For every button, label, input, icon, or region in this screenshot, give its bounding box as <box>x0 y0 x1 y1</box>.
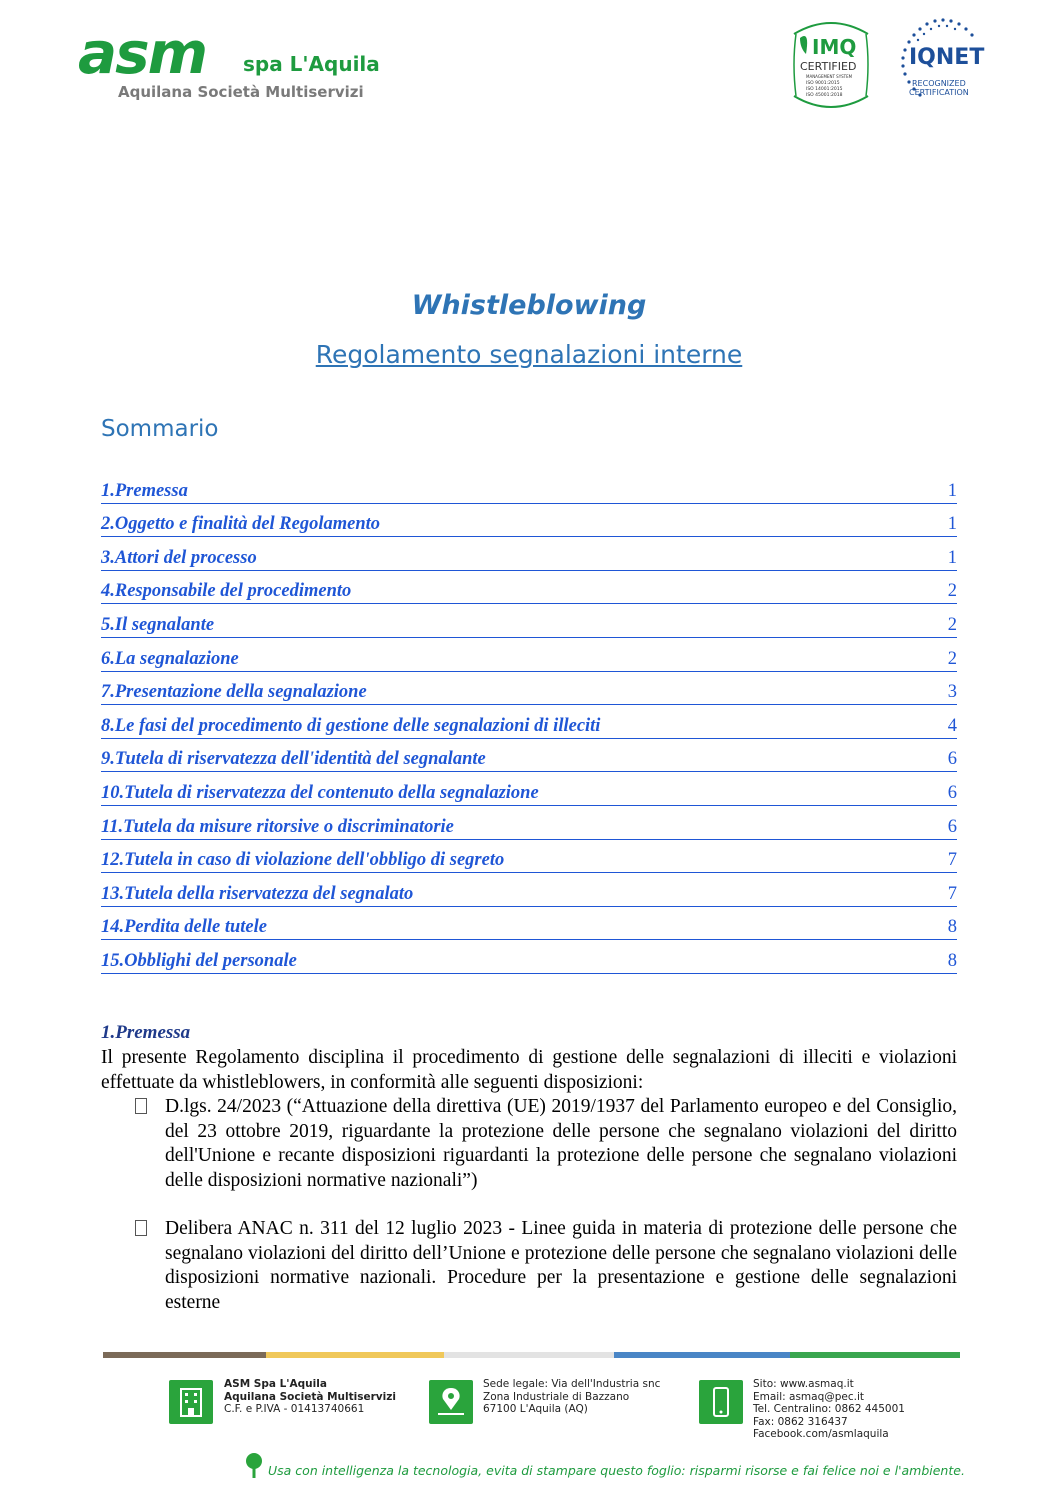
toc-item[interactable] <box>101 739 957 773</box>
footer-bar-4 <box>614 1352 790 1358</box>
toc-item[interactable] <box>101 638 957 672</box>
asm-logo: asm <box>78 19 207 87</box>
toc-item-page[interactable]: 6 <box>947 816 957 837</box>
phone-icon <box>699 1380 743 1424</box>
list-item-text: Delibera ANAC n. 311 del 12 luglio 2023 - Linee guida in materia di protezione delle persone che segnalano violazioni del diritto dell’Unione e protezione delle persone che segnalano violazioni delle disposizioni normative nazionali. Procedure per la presentazione e gestione delle segnalazioni esterne <box>165 1218 957 1313</box>
toc-item-page[interactable]: 2 <box>947 614 957 635</box>
svg-text:ISO 45001:2018: ISO 45001:2018 <box>806 93 843 98</box>
toc-item-page[interactable]: 7 <box>947 883 957 904</box>
toc-item[interactable] <box>101 604 957 638</box>
toc-item[interactable] <box>101 705 957 739</box>
bullet-box-icon <box>135 1098 147 1114</box>
list-item <box>101 1217 957 1315</box>
iqnet-logo <box>893 14 993 104</box>
toc-item-page[interactable]: 3 <box>947 682 957 703</box>
toc-item-label[interactable]: 5.Il segnalante <box>101 614 215 635</box>
toc-item-page[interactable]: 7 <box>947 850 957 871</box>
toc-item[interactable] <box>101 672 957 706</box>
toc-item-page[interactable]: 8 <box>947 950 957 971</box>
toc-item[interactable] <box>101 772 957 806</box>
bullet-box-icon <box>135 1220 147 1236</box>
toc-item[interactable] <box>101 907 957 941</box>
footer-bar-3 <box>444 1352 614 1358</box>
toc-item-label[interactable]: 7.Presentazione della segnalazione <box>101 682 367 703</box>
svg-text:ISO 14001:2015: ISO 14001:2015 <box>806 87 843 92</box>
toc-item-label[interactable]: 11.Tutela da misure ritorsive o discriminatorie <box>101 816 454 837</box>
svg-text:IQNET: IQNET <box>909 45 985 70</box>
toc-item-label[interactable]: 15.Obblighi del personale <box>101 950 297 971</box>
svg-text:IMQ: IMQ <box>812 35 857 59</box>
svg-text:RECOGNIZED: RECOGNIZED <box>912 79 966 88</box>
svg-text:CERTIFIED: CERTIFIED <box>800 60 857 73</box>
toc-item-label[interactable]: 3.Attori del processo <box>101 547 257 568</box>
toc-item-page[interactable]: 4 <box>947 715 957 736</box>
toc-item[interactable] <box>101 940 957 974</box>
toc-item-label[interactable]: 8.Le fasi del procedimento di gestione delle segnalazioni di illeciti <box>101 715 601 736</box>
toc-item-page[interactable]: 1 <box>947 480 957 501</box>
toc-item-label[interactable]: 9.Tutela di riservatezza dell'identità del segnalante <box>101 749 486 770</box>
footer-bar-5 <box>790 1352 960 1358</box>
toc-item-label[interactable]: 13.Tutela della riservatezza del segnalato <box>101 883 414 904</box>
footer-company: ASM Spa L'Aquila Aquilana Società Multiservizi C.F. e P.IVA - 01413740661 <box>224 1378 396 1415</box>
toc-item-label[interactable]: 1.Premessa <box>101 480 188 501</box>
toc-item-label[interactable]: 6.La segnalazione <box>101 648 239 669</box>
toc-item-label[interactable]: 4.Responsabile del procedimento <box>101 581 352 602</box>
toc-item[interactable] <box>101 504 957 538</box>
toc-heading: Sommario <box>101 416 219 442</box>
list-item <box>101 1095 957 1193</box>
toc-item[interactable] <box>101 470 957 504</box>
toc-item-page[interactable]: 1 <box>947 514 957 535</box>
toc-item[interactable] <box>101 571 957 605</box>
asm-logo-spa: spa L'Aquila <box>243 52 380 76</box>
toc-item[interactable] <box>101 873 957 907</box>
toc-item-page[interactable]: 2 <box>947 648 957 669</box>
table-of-contents <box>101 470 957 974</box>
building-icon <box>169 1380 213 1424</box>
toc-item-page[interactable]: 8 <box>947 917 957 938</box>
footer-bar-2 <box>266 1352 444 1358</box>
tree-icon <box>243 1452 265 1478</box>
svg-text:MANAGEMENT SYSTEM: MANAGEMENT SYSTEM <box>806 74 853 79</box>
toc-item-page[interactable]: 1 <box>947 547 957 568</box>
document-title: Whistleblowing <box>411 290 647 321</box>
toc-item-label[interactable]: 14.Perdita delle tutele <box>101 917 267 938</box>
section-intro: Il presente Regolamento disciplina il procedimento di gestione delle segnalazioni di illeciti e violazioni effettuate da whistleblowers, in conformità alle seguenti disposizioni: <box>101 1047 957 1093</box>
toc-item-page[interactable]: 6 <box>947 749 957 770</box>
toc-item[interactable] <box>101 537 957 571</box>
footer-contacts: Sito: www.asmaq.it Email: asmaq@pec.it Tel. Centralino: 0862 445001 Fax: 0862 316437 Facebook.com/asmlaquila <box>753 1378 905 1440</box>
section-heading: 1.Premessa <box>101 1022 191 1043</box>
footer-tagline: Usa con intelligenza la tecnologia, evita di stampare questo foglio: risparmi risorse e fai felice noi e l'ambiente. <box>268 1463 965 1478</box>
svg-text:ISO 9001:2015: ISO 9001:2015 <box>806 81 840 86</box>
toc-item[interactable] <box>101 806 957 840</box>
footer-address: Sede legale: Via dell'Industria snc Zona Industriale di Bazzano 67100 L'Aquila (AQ) <box>483 1378 661 1415</box>
document-subtitle: Regolamento segnalazioni interne <box>315 340 743 369</box>
map-pin-icon <box>429 1380 473 1424</box>
list-item-text: D.lgs. 24/2023 (“Attuazione della direttiva (UE) 2019/1937 del Parlamento europeo e del Consiglio, del 23 ottobre 2019, riguardante la protezione delle persone che segnalano violazioni del diritto dell'Unione e recante disposizioni riguardanti la protezione delle persone che segnalano violazioni delle disposizioni normative nazionali”) <box>165 1096 957 1191</box>
toc-item[interactable] <box>101 840 957 874</box>
imq-certified-logo <box>786 14 876 114</box>
asm-logo-subtitle: Aquilana Società Multiservizi <box>118 83 364 101</box>
svg-text:CERTIFICATION: CERTIFICATION <box>909 88 969 97</box>
toc-item-page[interactable]: 2 <box>947 581 957 602</box>
toc-item-label[interactable]: 10.Tutela di riservatezza del contenuto della segnalazione <box>101 782 539 803</box>
toc-item-page[interactable]: 6 <box>947 782 957 803</box>
footer-bar-1 <box>103 1352 266 1358</box>
toc-item-label[interactable]: 2.Oggetto e finalità del Regolamento <box>101 514 381 535</box>
toc-item-label[interactable]: 12.Tutela in caso di violazione dell'obbligo di segreto <box>101 850 505 871</box>
